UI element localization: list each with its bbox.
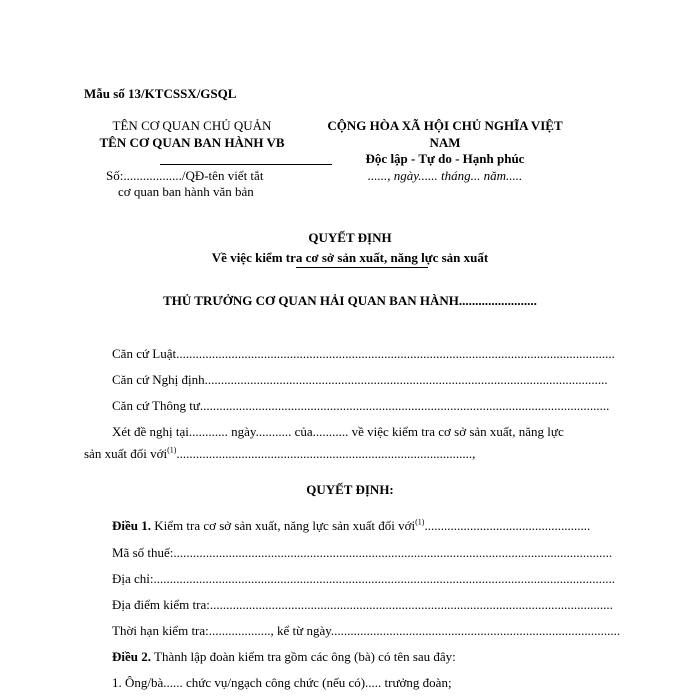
article-1-label: Điều 1. (112, 518, 151, 533)
date-line: ......, ngày...... tháng... năm..... (367, 168, 523, 183)
consideration-prefix: sản xuất đối với (84, 446, 168, 461)
document-number: Số:................../QĐ-tên viết tắt (106, 168, 264, 183)
issuer-agency: TÊN CƠ QUAN BAN HÀNH VB (99, 135, 285, 150)
form-code: Mẫu số 13/KTCSSX/GSQL (84, 86, 237, 101)
footnote-marker: (1) (167, 445, 177, 455)
article-1 (112, 518, 634, 534)
field-inspection-location: Địa điểm kiểm tra:............................................................................................................................ (112, 597, 613, 612)
document-number-note: cơ quan ban hành văn bản (118, 184, 254, 199)
field-address: Địa chỉ:.............................................................................................................................................. (112, 571, 616, 586)
national-title-line2: NAM (429, 135, 461, 150)
document-subtitle: Về việc kiểm tra cơ sở sản xuất, năng lực sản xuất (211, 250, 489, 265)
article-2-text: Thành lập đoàn kiểm tra gồm các ông (bà) có tên sau đây: (151, 649, 456, 664)
subtitle-rule (296, 267, 428, 268)
ground-circular: Căn cứ Thông tư.............................................................................................................................. (112, 398, 610, 413)
document-title: QUYẾT ĐỊNH (308, 230, 392, 245)
issuer-parent-agency: TÊN CƠ QUAN CHỦ QUẢN (112, 118, 272, 133)
article-2-label: Điều 2. (112, 649, 151, 664)
field-tax-code: Mã số thuế:....................................................................................................................................... (112, 545, 613, 560)
consideration-line2 (84, 446, 475, 462)
ground-decree: Căn cứ Nghị định............................................................................................................................ (112, 372, 608, 387)
authority-heading: THỦ TRƯỞNG CƠ QUAN HẢI QUAN BAN HÀNH........................ (163, 293, 537, 308)
ground-law: Căn cứ Luật....................................................................................................................................... (112, 346, 615, 361)
article-1-footnote-marker: (1) (415, 518, 425, 527)
national-title-line1: CỘNG HÒA XÃ HỘI CHỦ NGHĨA VIỆT (327, 118, 563, 133)
article-1-text: Kiểm tra cơ sở sản xuất, năng lực sản xuất đối với (151, 518, 416, 533)
national-motto: Độc lập - Tự do - Hạnh phúc (365, 151, 525, 166)
decision-heading: QUYẾT ĐỊNH: (306, 482, 394, 497)
header-left-rule (160, 164, 332, 165)
article-1-dots: ................................................... (424, 518, 591, 533)
field-inspection-period: Thời hạn kiểm tra:..................., kể từ ngày......................................................................................... (112, 623, 621, 638)
consideration-dots: ..........................................................................................., (176, 446, 476, 461)
team-member-1: 1. Ông/bà...... chức vụ/ngạch công chức (nếu có)..... trưởng đoàn; (112, 675, 452, 690)
article-2 (112, 649, 456, 665)
consideration-line1: Xét đề nghị tại............ ngày........... của........... về việc kiểm tra cơ sở sản xuất, năng lực (112, 424, 564, 439)
